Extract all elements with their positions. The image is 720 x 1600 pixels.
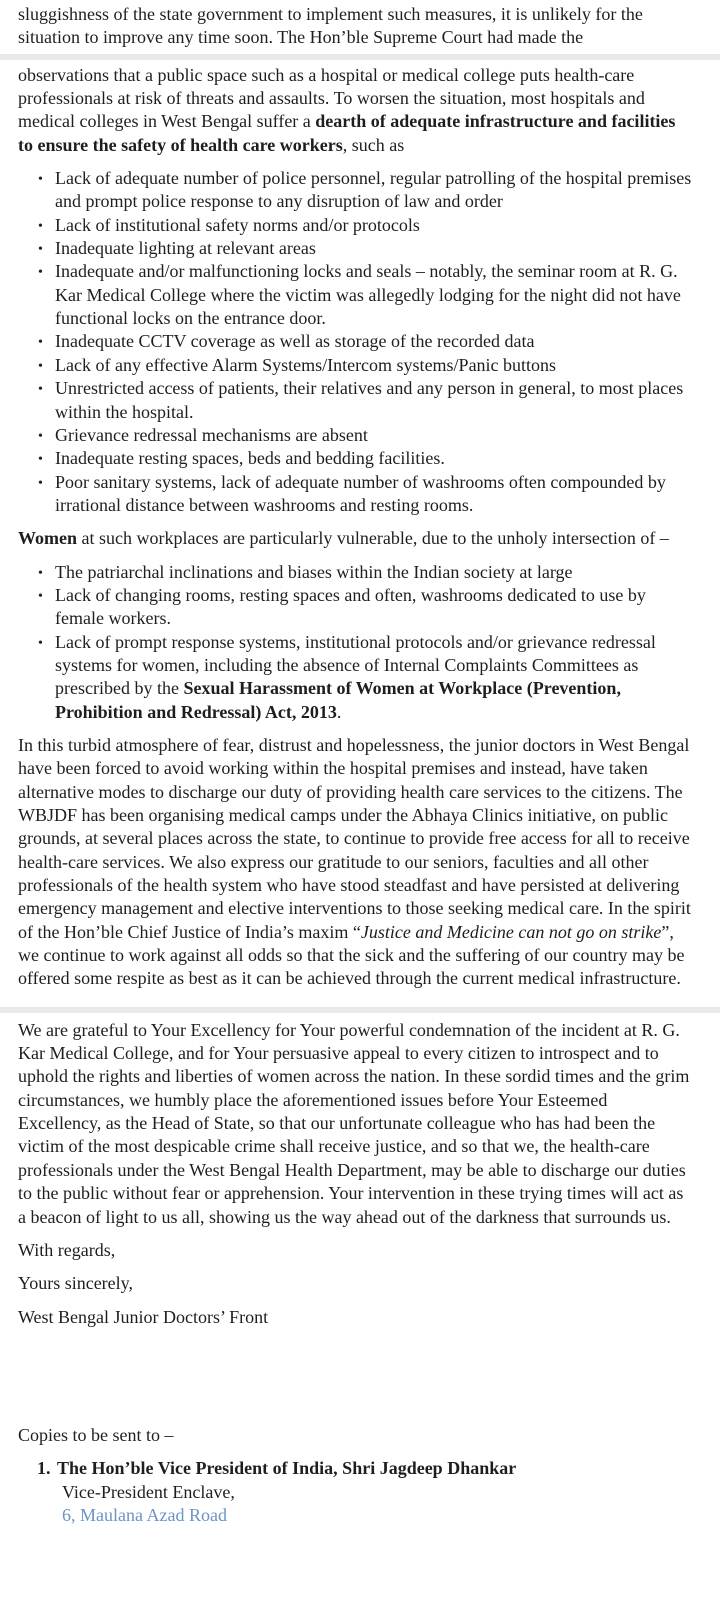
text-run: Inadequate lighting at relevant areas [55,238,316,259]
text-run: The patriarchal inclinations and biases within the Indian society at large [55,561,573,582]
list-item [55,354,694,377]
text-run: Yours sincerely, [18,1273,133,1294]
para-with-regards [18,1239,694,1262]
text-run: sluggishness of the state government to implement such measures, it is unlikely for the situation to improve any time soon. The Hon’ble Supreme Court had made the [18,4,643,48]
text-run: Vice-President Enclave, [62,1481,235,1502]
text-run: Inadequate and/or malfunctioning locks and seals – notably, the seminar room at R. G. Kar Medical College where the victim was allegedly lodging for the night did not have functional locks on the entrance door. [55,261,681,329]
list-item [55,330,694,353]
page-break-separator [0,54,720,60]
list-item [55,424,694,447]
text-run: Lack of adequate number of police personnel, regular patrolling of the hospital premises and prompt police response to any disruption of law and order [55,168,692,212]
text-run: Lack of any effective Alarm Systems/Intercom systems/Panic buttons [55,354,557,375]
text-run: Women [18,528,78,549]
text-run: at such workplaces are particularly vulnerable, due to the unholy intersection of – [77,528,669,549]
text-run: Lack of changing rooms, resting spaces and often, washrooms dedicated to use by female workers. [55,584,646,629]
safety-deficiencies-list [18,167,694,517]
recipient-item [57,1457,694,1527]
text-run: Lack of institutional safety norms and/or protocols [55,214,420,235]
women-factors-list [18,561,694,724]
address-line-clipped [62,1504,694,1527]
list-item [55,214,694,237]
address-link[interactable]: 6, Maulana Azad Road [62,1504,227,1525]
text-run: , such as [342,134,405,155]
list-item [55,167,694,214]
list-item [55,631,694,724]
list-item [55,377,694,424]
list-item [55,584,694,631]
para-grateful [18,1019,694,1229]
para-turbid-atmosphere [18,734,694,991]
address-line [62,1481,694,1504]
text-run: . [336,701,342,722]
list-item [55,447,694,470]
text-run: Justice and Medicine can not go on strike [360,921,662,942]
para-supreme-court-clipped [18,3,694,50]
text-run: We are grateful to Your Excellency for Your powerful condemnation of the incident at R. G. Kar Medical College, and for Your persuasive appeal to every citizen to introspect and to uphold the rights and liberties of women across the nation. In these sordid times and the grim circumstances, we humbly place the aforementioned issues before Your Esteemed Excellency, as the Head of State, so that our unfortunate colleague who has had been the victim of the most despicable crime shall receive justice, and so that we, the health-care professionals under the West Bengal Health Department, may be able to discharge our duties to the public without fear or apprehension. Your intervention in these trying times will act as a beacon of light to us all, showing us the way ahead out of the darkness that surrounds us. [18,1019,690,1227]
signature-space [18,1339,694,1424]
text-run: Inadequate CCTV coverage as well as storage of the recorded data [55,331,535,352]
list-item [55,260,694,330]
para-signature-org [18,1306,694,1329]
text-run: dearth of adequate infrastructure and facilities to ensure the safety of health care workers [18,111,676,155]
page-break-separator [0,1007,720,1013]
text-run: Copies to be sent to – [18,1424,174,1445]
text-run: In this turbid atmosphere of fear, distrust and hopelessness, the junior doctors in West Bengal have been forced to avoid working within the hospital premises and instead, have taken alternative modes to discharge our duty of providing health care services to the citizens. The WBJDF has been organising medical camps under the Abhaya Clinics initiative, on public grounds, at several places across the state, to continue to provide free access for all to receive health-care services. We also express our gratitude to our seniors, faculties and all other professionals of the health system who have stood steadfast and have persisted at delivering emergency management and elective interventions to those seeking medical care. In the spirit of the Hon’ble Chief Justice of India’s maxim “ [18,734,691,942]
text-run: ”, we continue to work against all odds so that the sick and the suffering of our country may be offered some respite as best as it can be achieved through the current medical infrastructure. [18,921,685,989]
text-run: West Bengal Junior Doctors’ Front [18,1306,269,1327]
para-copies-heading [18,1424,694,1447]
para-yours-sincerely [18,1272,694,1295]
list-item [55,561,694,584]
text-run: Grievance redressal mechanisms are absent [55,424,368,445]
text-run: Inadequate resting spaces, beds and bedding facilities. [55,448,445,469]
text-run: Lack of prompt response systems, institutional protocols and/or grievance redressal systems for women, including the absence of Internal Complaints Committees as prescribed by the [55,631,656,699]
list-item [55,237,694,260]
text-run: Unrestricted access of patients, their relatives and any person in general, to most places within the hospital. [55,378,684,422]
text-run: Poor sanitary systems, lack of adequate number of washrooms often compounded by irrational distance between washrooms and resting rooms. [55,471,666,515]
list-item [55,471,694,518]
recipients-list [18,1457,694,1527]
text-run: The Hon’ble Vice President of India, Shri Jagdeep Dhankar [57,1458,517,1479]
text-run: observations that a public space such as a hospital or medical college puts health-care professionals at risk of threats and assaults. To worsen the situation, most hospitals and medical colleges in West Bengal suffer a [18,64,645,132]
para-observations [18,64,694,157]
text-run: With regards, [18,1239,116,1260]
para-women-vulnerable [18,527,694,550]
text-run: Sexual Harassment of Women at Workplace (Prevention, Prohibition and Redressal) Act, 2013 [55,678,621,722]
